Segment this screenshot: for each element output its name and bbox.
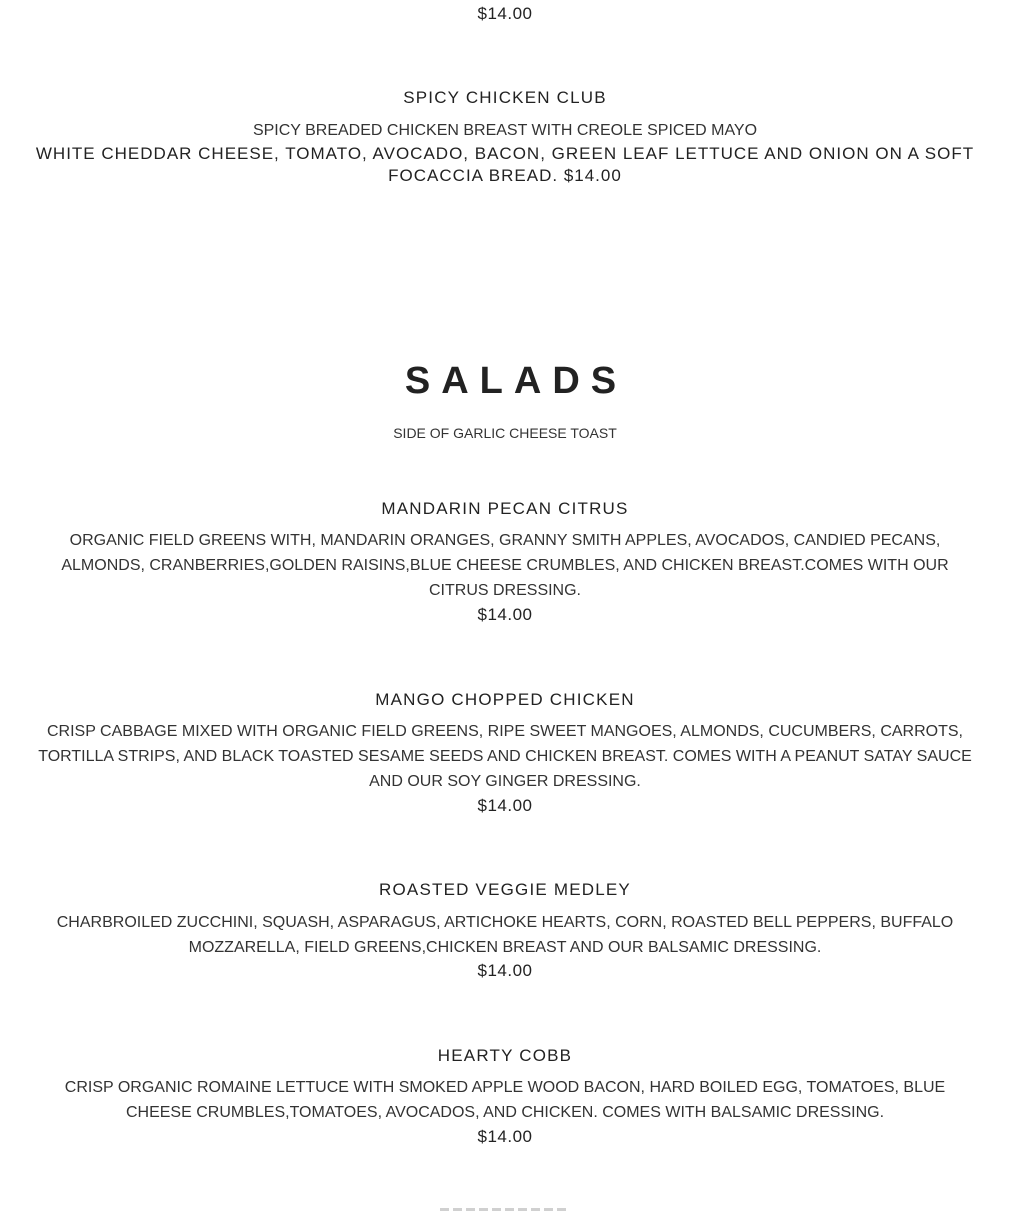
previous-item-price: $14.00 [477,4,533,23]
item-name-mandarin-pecan-citrus: MANDARIN PECAN CITRUS [381,499,629,518]
item-description-hearty-cobb: CRISP ORGANIC ROMAINE LETTUCE WITH SMOKED APPLE WOOD BACON, HARD BOILED EGG, TOMATOES, BLUE CHEESE CRUMBLES,TOMATOES, AVOCADOS, AND CHICKEN. COMES WITH BALSAMIC DRESSING. [64,1079,946,1121]
item-description-spicy-chicken-club: SPICY BREADED CHICKEN BREAST WITH CREOLE SPICED MAYO [252,122,758,139]
item-name-roasted-veggie-medley: ROASTED VEGGIE MEDLEY [379,880,631,899]
item-description-roasted-veggie-medley: CHARBROILED ZUCCHINI, SQUASH, ASPARAGUS, ARTICHOKE HEARTS, CORN, ROASTED BELL PEPPERS, BUFFALO MOZZARELLA, FIELD GREENS,CHICKEN BREAST AND OUR BALSAMIC DRESSING. [56,914,954,956]
item-name-mango-chopped-chicken: MANGO CHOPPED CHICKEN [375,690,635,709]
item-name-spicy-chicken-club: SPICY CHICKEN CLUB [403,88,607,107]
item-description-mango-chopped-chicken: CRISP CABBAGE MIXED WITH ORGANIC FIELD GREENS, RIPE SWEET MANGOES, ALMONDS, CUCUMBERS, CARROTS, TORTILLA STRIPS, AND BLACK TOASTED SESAME SEEDS AND CHICKEN BREAST. COMES WITH A PEANUT SATAY SAUCE AND OUR SOY GINGER DRESSING. [38,723,972,790]
item-description-mandarin-pecan-citrus: ORGANIC FIELD GREENS WITH, MANDARIN ORANGES, GRANNY SMITH APPLES, AVOCADOS, CANDIED PECANS, ALMONDS, CRANBERRIES,GOLDEN RAISINS,BLUE CHEESE CRUMBLES, AND CHICKEN BREAST.COMES WITH OUR CITRUS DRESSING. [61,532,949,599]
section-subtitle-salads: SIDE OF GARLIC CHEESE TOAST [393,425,617,441]
item-price-mandarin-pecan-citrus: $14.00 [477,605,533,624]
cutoff-text-fragment [440,1208,570,1211]
section-title-salads: SALADS [404,360,628,402]
item-price-mango-chopped-chicken: $14.00 [477,796,533,815]
next-item-cutoff [0,1204,1010,1212]
item-name-hearty-cobb: HEARTY COBB [437,1046,573,1065]
item-price-hearty-cobb: $14.00 [477,1127,533,1146]
item-price-roasted-veggie-medley: $14.00 [477,961,533,980]
item-description-spicy-chicken-club-continued: WHITE CHEDDAR CHEESE, TOMATO, AVOCADO, BACON, GREEN LEAF LETTUCE AND ONION ON A SOFT FOCACCIA BREAD. $14.00 [35,144,975,185]
